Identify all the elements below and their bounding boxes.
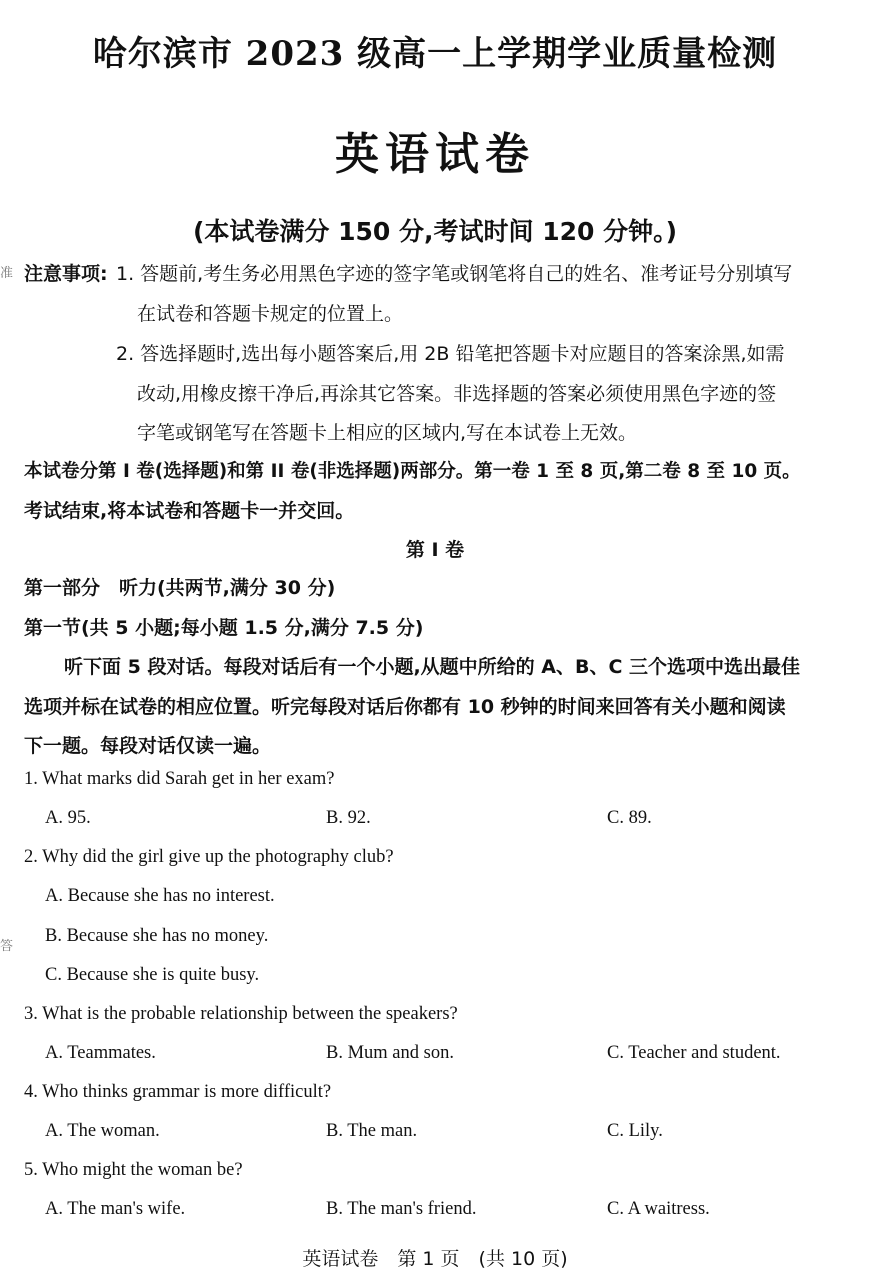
question-3-stem: 3. What is the probable relationship between the speakers?: [24, 1004, 458, 1024]
question-3-option-c: C. Teacher and student.: [607, 1043, 781, 1063]
section-heading: 第一节(共 5 小题;每小题 1.5 分,满分 7.5 分): [24, 617, 424, 639]
instructions-line-2: 选项并标在试卷的相应位置。听完每段对话后你都有 10 秒钟的时间来回答有关小题和阅读: [24, 696, 786, 718]
question-5-option-c: C. A waitress.: [607, 1199, 710, 1219]
question-4-option-c: C. Lily.: [607, 1121, 663, 1141]
question-5-stem: 5. Who might the woman be?: [24, 1160, 243, 1180]
page-footer: 英语试卷 第 1 页 (共 10 页): [302, 1248, 568, 1270]
instructions-line-3: 下一题。每段对话仅读一遍。: [24, 735, 272, 757]
part-heading: 第一部分 听力(共两节,满分 30 分): [24, 577, 336, 599]
question-4-stem: 4. Who thinks grammar is more difficult?: [24, 1082, 332, 1102]
exam-info: (本试卷满分 150 分,考试时间 120 分钟。): [192, 217, 678, 246]
question-3-option-b: B. Mum and son.: [326, 1043, 454, 1063]
question-2-option-c: C. Because she is quite busy.: [45, 965, 260, 985]
exam-title: 哈尔滨市 2023 级高一上学期学业质量检测: [92, 34, 778, 74]
question-1-option-b: B. 92.: [326, 808, 371, 828]
volume-heading: 第 I 卷: [405, 539, 465, 561]
subject-title: 英语试卷: [335, 129, 535, 180]
question-5-option-b: B. The man's friend.: [326, 1199, 477, 1219]
question-2-option-b: B. Because she has no money.: [45, 926, 269, 946]
notice-item-1-line-2: 在试卷和答题卡规定的位置上。: [137, 303, 404, 325]
notice-item-1-line-1: 1. 答题前,考生务必用黑色字迹的签字笔或钢笔将自己的姓名、准考证号分别填写: [116, 263, 793, 285]
structure-line-2: 考试结束,将本试卷和答题卡一并交回。: [24, 500, 355, 522]
instructions-line-1: 听下面 5 段对话。每段对话后有一个小题,从题中所给的 A、B、C 三个选项中选出最佳: [64, 656, 801, 678]
question-2-option-a: A. Because she has no interest.: [45, 886, 275, 906]
question-1-option-a: A. 95.: [45, 808, 91, 828]
margin-mark: 准: [0, 266, 14, 281]
question-1-stem: 1. What marks did Sarah get in her exam?: [24, 769, 335, 789]
notice-item-2-line-3: 字笔或钢笔写在答题卡上相应的区域内,写在本试卷上无效。: [137, 422, 638, 444]
structure-line-1: 本试卷分第 I 卷(选择题)和第 II 卷(非选择题)两部分。第一卷 1 至 8 页,第二卷 8 至 10 页。: [24, 461, 801, 482]
question-4-option-b: B. The man.: [326, 1121, 418, 1141]
question-1-option-c: C. 89.: [607, 808, 652, 828]
question-4-option-a: A. The woman.: [45, 1121, 160, 1141]
question-3-option-a: A. Teammates.: [45, 1043, 156, 1063]
notice-item-2-line-1: 2. 答选择题时,选出每小题答案后,用 2B 铅笔把答题卡对应题目的答案涂黑,如需: [116, 343, 785, 365]
notice-label: 注意事项:: [24, 263, 108, 285]
question-2-stem: 2. Why did the girl give up the photography club?: [24, 847, 394, 867]
margin-mark: 答: [0, 939, 14, 954]
question-5-option-a: A. The man's wife.: [45, 1199, 186, 1219]
notice-item-2-line-2: 改动,用橡皮擦干净后,再涂其它答案。非选择题的答案必须使用黑色字迹的签: [137, 383, 777, 405]
